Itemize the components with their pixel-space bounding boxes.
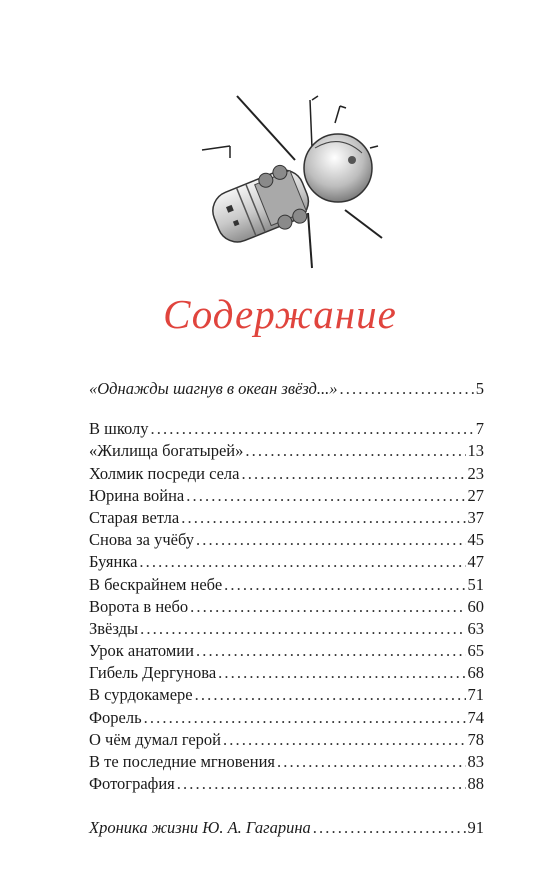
toc-entry-title: Юрина война — [89, 485, 185, 505]
toc-entry — [89, 440, 484, 462]
toc-entry — [89, 773, 484, 795]
dot-leader — [196, 529, 466, 551]
table-of-contents — [89, 378, 484, 840]
toc-entry — [89, 684, 484, 706]
toc-entry-chronicle — [89, 817, 484, 839]
toc-entry-title: В те последние мгновения — [89, 752, 276, 771]
toc-entry — [89, 418, 484, 440]
dot-leader — [151, 418, 474, 440]
dot-leader — [139, 551, 465, 573]
toc-entry-title: Урок анатомии — [89, 641, 194, 661]
dot-leader — [313, 817, 466, 839]
toc-entry-page: 47 — [467, 552, 484, 572]
toc-entry-page: 83 — [467, 752, 484, 771]
toc-entry — [89, 640, 484, 662]
toc-entry — [89, 551, 484, 573]
toc-entry-page: 74 — [467, 707, 484, 727]
dot-leader — [340, 378, 474, 400]
toc-entry-title: В бескрайнем небе — [89, 574, 223, 594]
toc-entry-intro — [89, 378, 484, 400]
dot-leader — [245, 440, 465, 462]
toc-entry-title: В школу — [89, 419, 149, 439]
toc-entry — [89, 596, 484, 618]
toc-entry-page: 71 — [467, 685, 484, 705]
dot-leader — [218, 662, 465, 684]
toc-entry-title: В сурдокамере — [89, 685, 193, 705]
spacecraft-sketch-icon — [190, 88, 390, 278]
dot-leader — [277, 751, 465, 773]
toc-entry-page: 63 — [467, 618, 484, 638]
toc-entry — [89, 485, 484, 507]
toc-entry-page: 7 — [475, 419, 484, 439]
toc-entry-page: 65 — [467, 641, 484, 661]
dot-leader — [224, 574, 465, 596]
toc-entry-title: Хроника жизни Ю. А. Гагарина — [89, 818, 311, 838]
toc-entry-title: «Жилища богатырей» — [89, 441, 244, 461]
page-title: Содержание — [163, 291, 397, 337]
toc-entry-page: 27 — [467, 485, 484, 505]
toc-entry-title: Холмик посреди села — [89, 463, 240, 483]
dot-leader — [190, 596, 465, 618]
toc-entry-title: Буянка — [89, 552, 138, 572]
dot-leader — [140, 618, 465, 640]
dot-leader — [177, 773, 466, 795]
chapter-list — [89, 418, 484, 795]
toc-entry — [89, 507, 484, 529]
toc-entry-page: 13 — [467, 441, 484, 461]
toc-entry-title: Фотография — [89, 774, 175, 794]
dot-leader — [186, 485, 465, 507]
toc-entry-page: 37 — [467, 507, 484, 527]
toc-entry — [89, 529, 484, 551]
toc-entry-title: Звёзды — [89, 618, 139, 638]
toc-entry-title: Старая ветла — [89, 507, 180, 527]
toc-entry-page: 23 — [467, 463, 484, 483]
toc-entry-title: Снова за учёбу — [89, 530, 194, 550]
dot-leader — [195, 684, 466, 706]
toc-entry-page: 60 — [467, 596, 484, 616]
toc-entry-title: «Однажды шагнув в океан звёзд...» — [89, 379, 338, 398]
dot-leader — [181, 507, 465, 529]
toc-entry — [89, 463, 484, 485]
toc-entry-title: Ворота в небо — [89, 596, 189, 616]
section-gap — [89, 400, 484, 418]
toc-entry — [89, 662, 484, 684]
toc-entry-page: 45 — [467, 530, 484, 550]
toc-entry-title: О чём думал герой — [89, 729, 222, 749]
toc-entry-page: 78 — [467, 729, 484, 749]
dot-leader — [223, 729, 465, 751]
toc-entry-title: Гибель Дергунова — [89, 663, 217, 683]
toc-entry-page: 5 — [475, 379, 484, 398]
toc-entry-title: Форель — [89, 707, 142, 727]
dot-leader — [144, 707, 466, 729]
toc-entry-page: 88 — [467, 774, 484, 794]
toc-entry-page: 91 — [467, 818, 484, 838]
toc-entry — [89, 751, 484, 773]
dot-leader — [196, 640, 466, 662]
toc-entry-page: 68 — [467, 663, 484, 683]
toc-entry — [89, 707, 484, 729]
dot-leader — [241, 463, 465, 485]
toc-entry — [89, 729, 484, 751]
toc-entry-page: 51 — [467, 574, 484, 594]
section-gap — [89, 795, 484, 817]
toc-entry — [89, 574, 484, 596]
toc-entry — [89, 618, 484, 640]
